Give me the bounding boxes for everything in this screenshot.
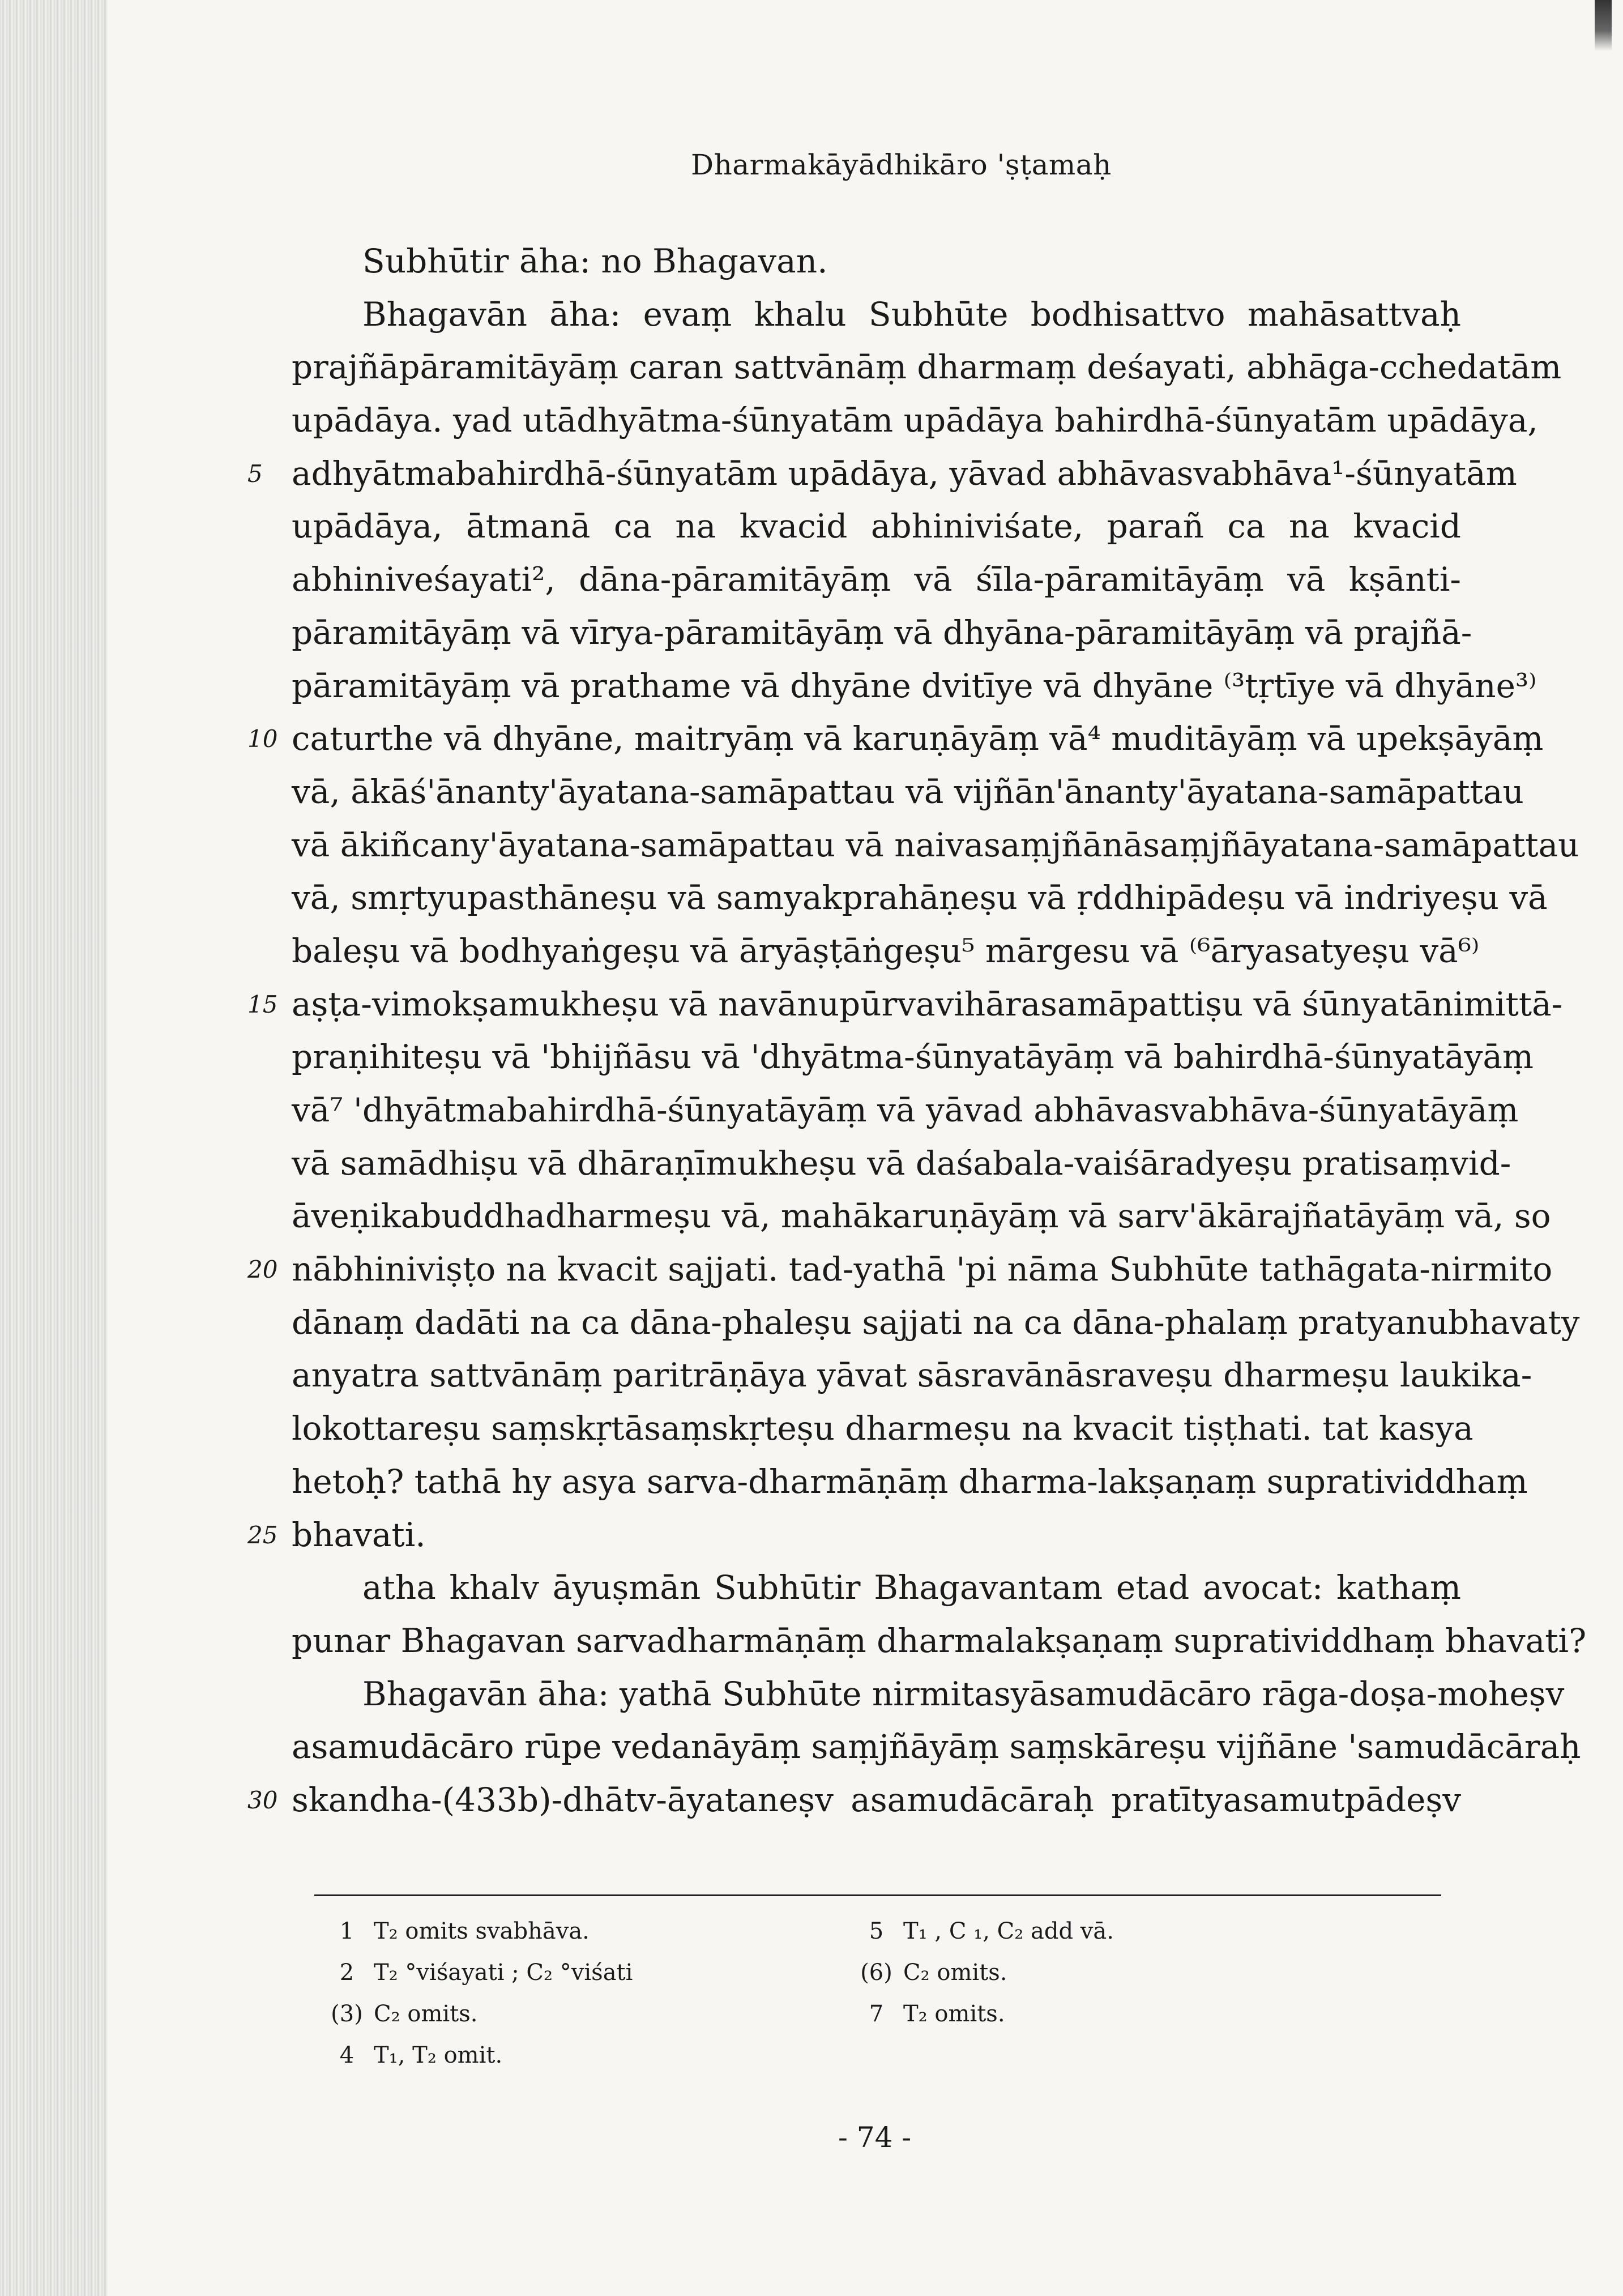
line-text: atha khalv āyuṣmān Subhūtir Bhagavantam etad avocat: kathaṃ	[362, 1568, 1461, 1607]
footnote-text: C₂ omits.	[374, 2001, 478, 2027]
line-text: upādāya. yad utādhyātma-śūnyatām upādāya bahirdhā-śūnyatām upādāya,	[292, 401, 1538, 440]
footnote	[320, 1961, 633, 1984]
line-text: vā ākiñcany'āyatana-samāpattau vā naivasaṃjñānāsaṃjñāyatana-samāpattau	[292, 825, 1579, 864]
line-text: anyatra sattvānāṃ paritrāṇāya yāvat sāsravānāsraveṣu dharmeṣu laukika-	[292, 1356, 1532, 1395]
line-text: pāramitāyāṃ vā prathame vā dhyāne dvitīye vā dhyāne ⁽³tṛtīye vā dhyāne³⁾	[292, 666, 1537, 705]
text-line	[292, 872, 1548, 925]
text-line	[292, 1190, 1551, 1243]
text-line	[292, 341, 1562, 394]
line-text: skandha-(433b)-dhātv-āyataneṣv asamudācāraḥ pratītyasamutpādeṣv	[292, 1780, 1461, 1819]
footnote-number: (3)	[331, 2001, 363, 2027]
footnote	[849, 2003, 1005, 2025]
line-text: adhyātmabahirdhā-śūnyatām upādāya, yāvad abhāvasvabhāva¹-śūnyatām	[292, 454, 1517, 493]
footnote	[320, 1920, 590, 1943]
footnote-number: 5	[869, 1918, 884, 1944]
text-line	[292, 235, 1461, 288]
text-line	[292, 288, 1461, 342]
line-text: upādāya, ātmanā ca na kvacid abhiniviśate, parañ ca na kvacid	[292, 507, 1461, 546]
line-text: bhavati.	[292, 1515, 426, 1554]
line-text: punar Bhagavan sarvadharmāṇāṃ dharmalakṣaṇaṃ supratividdhaṃ bhavati?	[292, 1621, 1587, 1660]
line-text: vā samādhiṣu vā dhāraṇīmukheṣu vā daśabala-vaiśāradyeṣu pratisaṃvid-	[292, 1143, 1511, 1183]
line-text: lokottareṣu saṃskṛtāsaṃskṛteṣu dharmeṣu na kvacit tiṣṭhati. tat kasya	[292, 1409, 1473, 1448]
line-text: vā, ākāś'ānanty'āyatana-samāpattau vā vijñān'ānanty'āyatana-samāpattau	[292, 772, 1524, 811]
text-line	[292, 1456, 1528, 1509]
line-text: hetoḥ? tathā hy asya sarva-dharmāṇāṃ dharma-lakṣaṇaṃ supratividdhaṃ	[292, 1462, 1528, 1501]
text-line	[292, 500, 1461, 553]
text-line	[292, 1561, 1461, 1615]
text-line	[292, 1296, 1580, 1350]
line-number: 20	[247, 1256, 278, 1284]
line-text: dānaṃ dadāti na ca dāna-phaleṣu sajjati na ca dāna-phalaṃ pratyanubhavaty	[292, 1303, 1580, 1342]
footnote-number: (6)	[860, 1960, 892, 1986]
line-text: Subhūtir āha: no Bhagavan.	[362, 242, 828, 280]
line-text: baleṣu vā bodhyaṅgeṣu vā āryāṣṭāṅgeṣu⁵ mārgesu vā ⁽⁶āryasatyeṣu vā⁶⁾	[292, 931, 1480, 970]
text-line	[292, 1615, 1587, 1668]
scan-corner-mark	[1595, 0, 1612, 51]
footnote	[320, 2003, 477, 2025]
text-line	[292, 1031, 1534, 1084]
footnote-number: 1	[339, 1918, 355, 1944]
line-text: asamudācāro rūpe vedanāyāṃ saṃjñāyāṃ saṃskāreṣu vijñāne 'samudācāraḥ	[292, 1727, 1581, 1766]
line-text: aṣṭa-vimokṣamukheṣu vā navānupūrvavihārasamāpattiṣu vā śūnyatānimittā-	[292, 984, 1563, 1023]
line-text: prajñāpāramitāyāṃ caran sattvānāṃ dharmaṃ deśayati, abhāga-cchedatām	[292, 348, 1562, 387]
text-line	[247, 712, 1544, 766]
line-text: vā⁷ 'dhyātmabahirdhā-śūnyatāyāṃ vā yāvad abhāvasvabhāva-śūnyatāyāṃ	[292, 1091, 1519, 1129]
footnote	[849, 1961, 1007, 1984]
footnote-text: T₁ , C ₁, C₂ add vā.	[903, 1918, 1114, 1944]
footnote-number: 4	[339, 2042, 355, 2068]
line-text: pāramitāyāṃ vā vīrya-pāramitāyāṃ vā dhyāna-pāramitāyāṃ vā prajñā-	[292, 613, 1472, 652]
footnote	[849, 1920, 1114, 1943]
footnote-rule	[314, 1894, 1441, 1896]
page-number: - 74 -	[838, 2121, 912, 2154]
text-line	[292, 925, 1480, 978]
text-line	[292, 660, 1537, 713]
text-line	[247, 1774, 1461, 1827]
text-line	[292, 1084, 1519, 1137]
line-text: abhiniveśayati², dāna-pāramitāyāṃ vā śīla-pāramitāyāṃ vā kṣānti-	[292, 560, 1461, 599]
text-line	[247, 978, 1563, 1031]
line-number: 25	[247, 1521, 278, 1549]
text-line	[292, 1349, 1532, 1402]
footnote	[320, 2044, 502, 2067]
scan-binding-edge	[0, 0, 108, 2296]
line-text: vā, smṛtyupasthāneṣu vā samyakprahāṇeṣu vā ṛddhipādeṣu vā indriyeṣu vā	[292, 878, 1548, 917]
text-line	[292, 553, 1461, 607]
text-line	[292, 819, 1579, 872]
text-line	[292, 1668, 1565, 1721]
footnote-text: C₂ omits.	[903, 1960, 1007, 1986]
line-text: āveṇikabuddhadharmeṣu vā, mahākaruṇāyāṃ vā sarv'ākārajñatāyāṃ vā, so	[292, 1197, 1551, 1236]
footnote-text: T₂ omits svabhāva.	[374, 1918, 590, 1944]
line-text: Bhagavān āha: yathā Subhūte nirmitasyāsamudācāro rāga-doṣa-moheṣv	[362, 1674, 1565, 1713]
footnote-text: T₂ °viśayati ; C₂ °viśati	[374, 1960, 633, 1986]
text-line	[247, 447, 1517, 501]
line-text: Bhagavān āha: evaṃ khalu Subhūte bodhisattvo mahāsattvaḥ	[362, 295, 1461, 334]
text-line	[247, 1243, 1553, 1296]
text-line	[292, 1137, 1511, 1190]
line-text: praṇihiteṣu vā 'bhijñāsu vā 'dhyātma-śūnyatāyāṃ vā bahirdhā-śūnyatāyāṃ	[292, 1038, 1534, 1077]
footnote-text: T₁, T₂ omit.	[374, 2042, 503, 2068]
running-head: Dharmakāyādhikāro 'ṣṭamaḥ	[691, 148, 1112, 181]
main-text	[247, 235, 1587, 1827]
line-number: 5	[247, 459, 263, 488]
text-line	[292, 607, 1472, 660]
line-text: caturthe vā dhyāne, maitryāṃ vā karuṇāyāṃ vā⁴ muditāyāṃ vā upekṣāyāṃ	[292, 719, 1544, 758]
footnote-number: 2	[339, 1960, 355, 1986]
footnote-number: 7	[869, 2001, 884, 2027]
line-number: 30	[247, 1786, 278, 1814]
text-line	[292, 766, 1524, 819]
line-text: nābhiniviṣṭo na kvacit sajjati. tad-yathā 'pi nāma Subhūte tathāgata-nirmito	[292, 1250, 1553, 1289]
text-line	[292, 394, 1538, 447]
text-line	[292, 1402, 1473, 1456]
footnote-text: T₂ omits.	[903, 2001, 1005, 2027]
line-number: 15	[247, 990, 278, 1018]
text-line	[247, 1509, 1461, 1562]
line-number: 10	[247, 725, 278, 753]
text-line	[292, 1721, 1581, 1774]
